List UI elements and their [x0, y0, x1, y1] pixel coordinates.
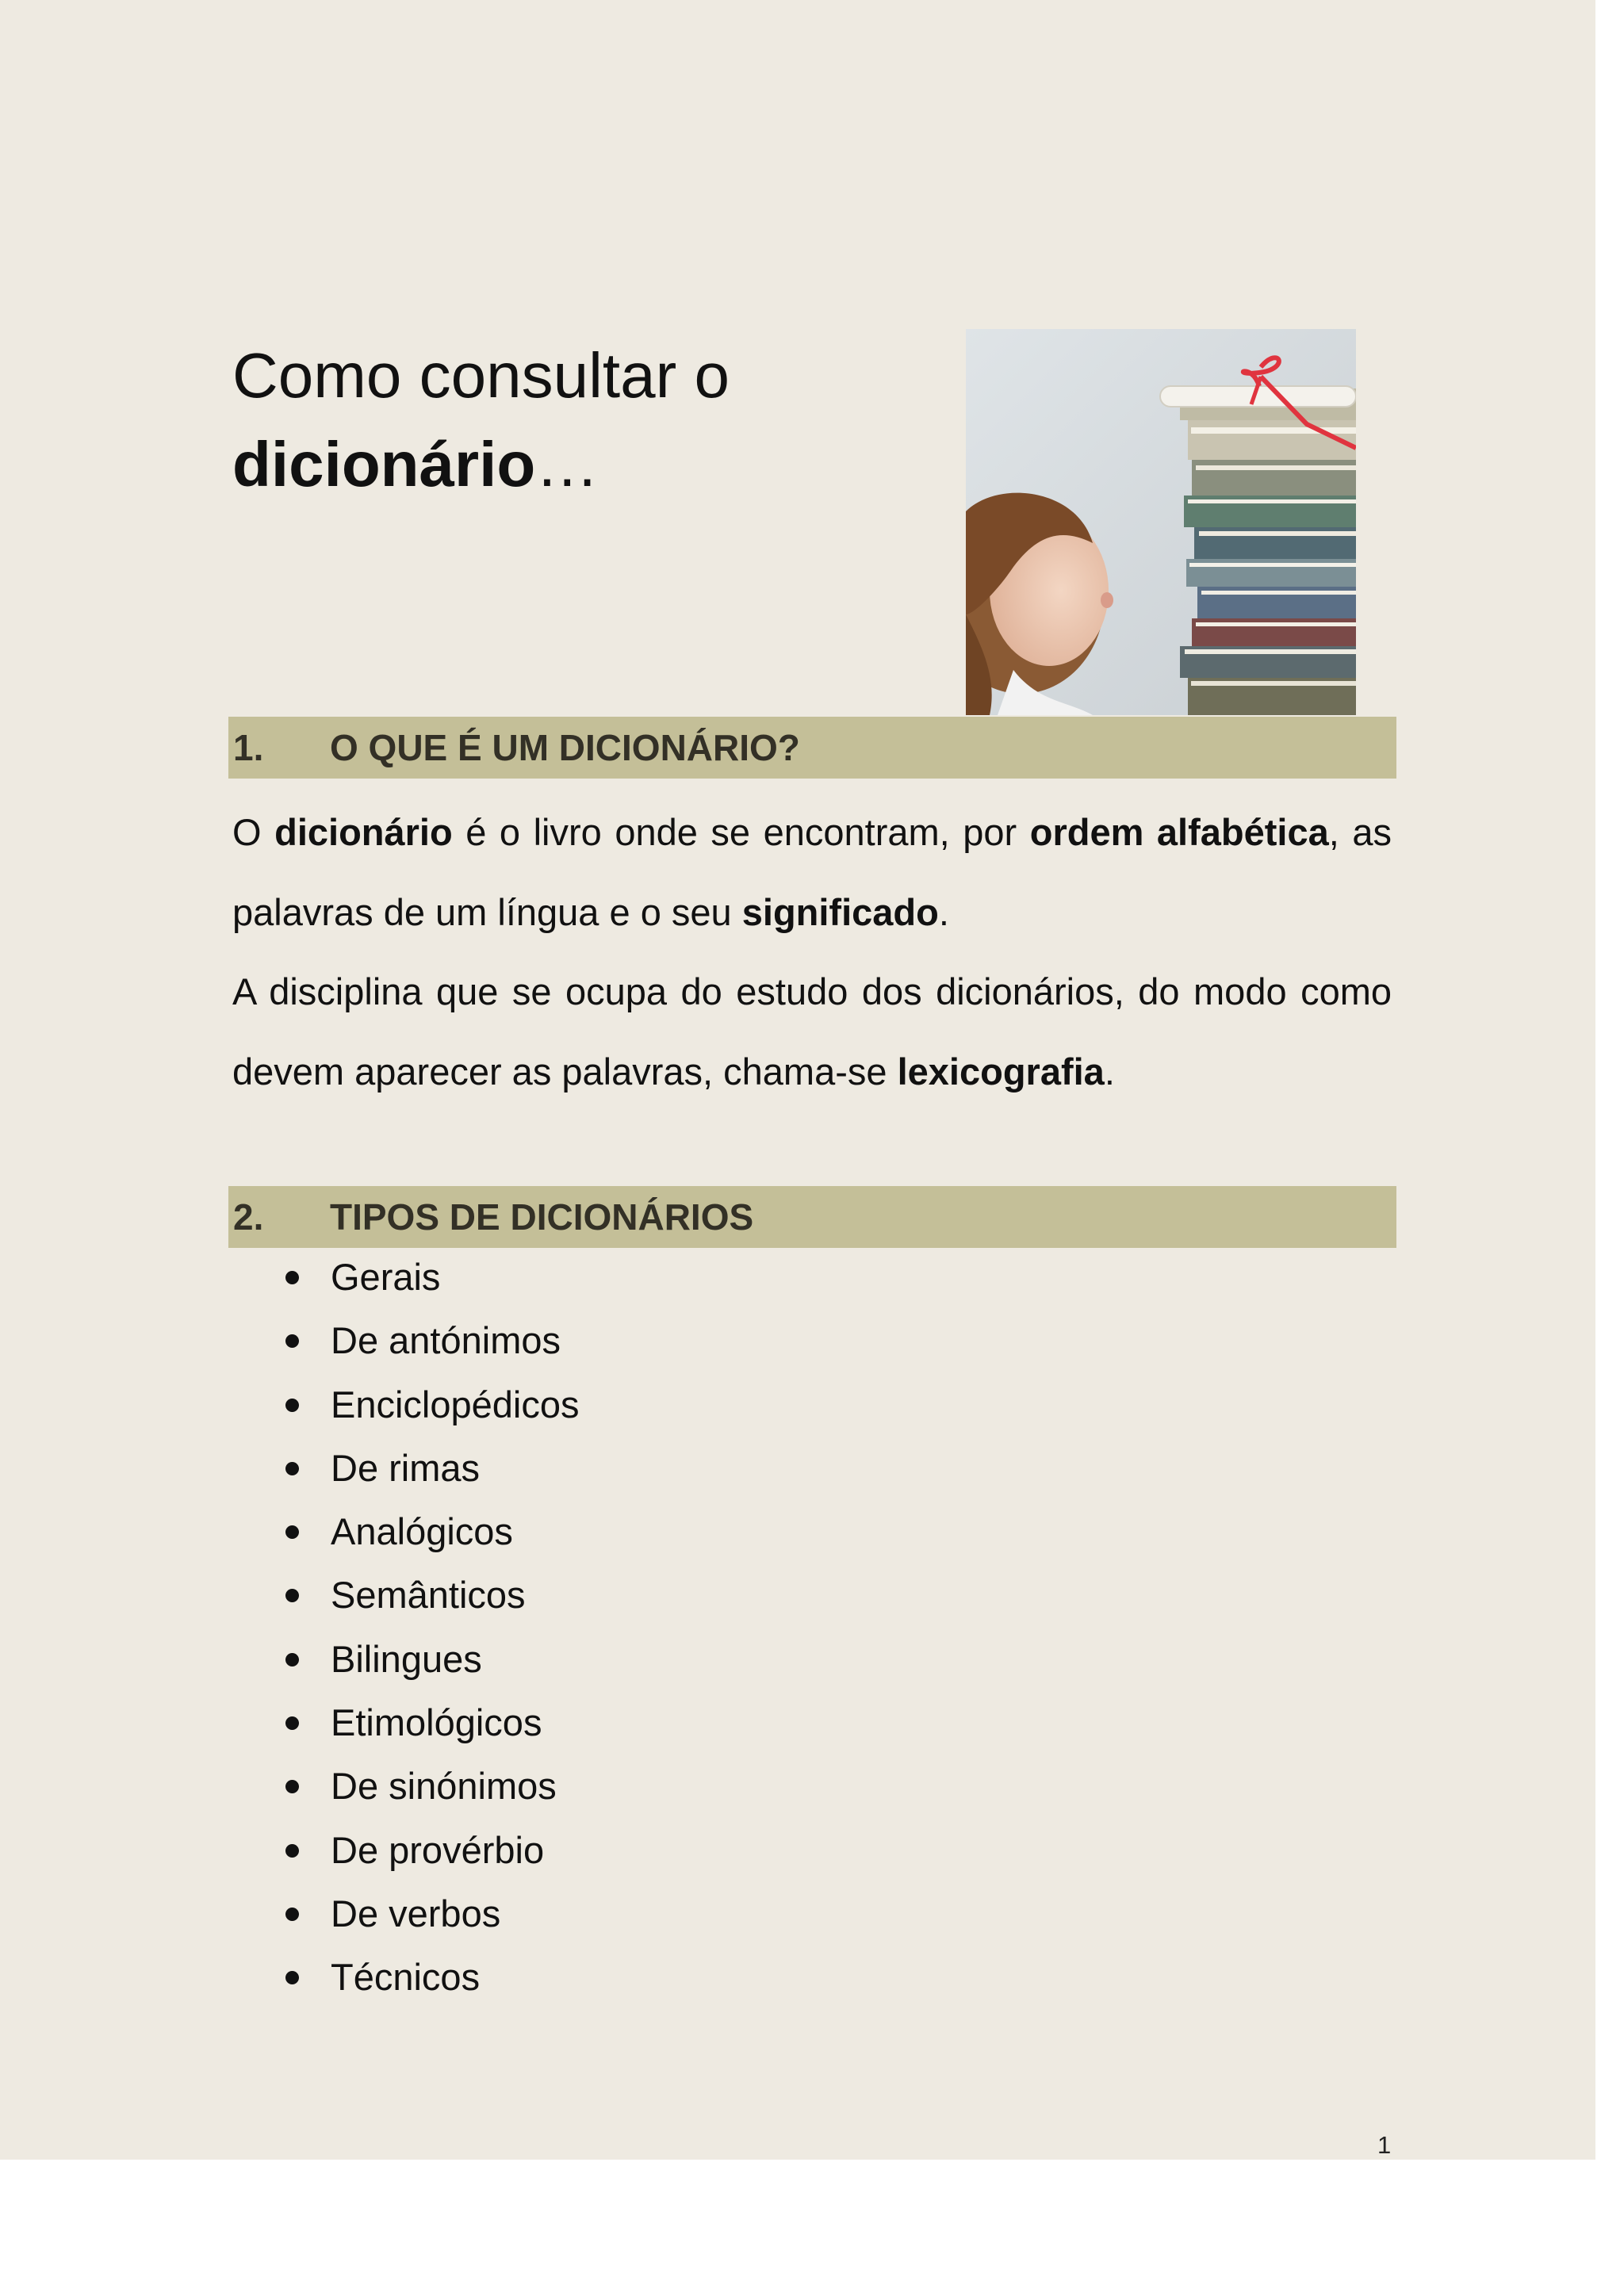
child-with-books-illustration	[966, 329, 1356, 715]
list-item-label: Enciclopédicos	[331, 1383, 580, 1425]
list-item-label: De verbos	[331, 1892, 501, 1934]
text-run: O	[232, 811, 275, 853]
list-item	[232, 1437, 1025, 1500]
text-run: .	[1104, 1050, 1115, 1093]
list-item	[232, 1563, 1025, 1627]
list-item-label: De antónimos	[331, 1319, 561, 1362]
text-run: A disciplina que se ocupa do estudo dos dicionários, do modo como devem aparecer as palavras, chama-se	[232, 970, 1392, 1093]
list-item-label: Técnicos	[331, 1956, 481, 1999]
section-2-heading: TIPOS DE DICIONÁRIOS	[330, 1196, 754, 1238]
page-number: 1	[1377, 2131, 1392, 2159]
list-item	[232, 1882, 1025, 1946]
bullet-icon	[285, 1589, 299, 1602]
list-item	[232, 1246, 1025, 1309]
list-item-label: Semânticos	[331, 1574, 526, 1617]
bold-term: dicionário	[274, 811, 453, 853]
list-item-label: Analógicos	[331, 1510, 513, 1553]
title-ellipsis: …	[535, 429, 599, 499]
bullet-icon	[285, 1716, 299, 1730]
child-with-books-photo	[966, 329, 1356, 715]
text-run: é o livro onde se encontram, por	[452, 811, 1030, 853]
title-keyword: dicionário	[232, 429, 536, 499]
bold-term: ordem alfabética	[1029, 811, 1329, 853]
bullet-icon	[285, 1334, 299, 1348]
bullet-icon	[285, 1780, 299, 1793]
text-run: , as palavras de um língua e o seu	[232, 811, 1392, 933]
list-item-label: De rimas	[331, 1446, 481, 1489]
list-item	[232, 1819, 1025, 1882]
bullet-icon	[285, 1399, 299, 1412]
section-2-header	[228, 1186, 1396, 1248]
list-item-label: Bilingues	[331, 1637, 482, 1680]
section-2-number: 2.	[233, 1196, 264, 1238]
list-item	[232, 1500, 1025, 1563]
definition-paragraph	[232, 792, 1392, 952]
bullet-icon	[285, 1844, 299, 1858]
bold-term: lexicografia	[897, 1050, 1105, 1093]
bullet-icon	[285, 1653, 299, 1667]
lexicography-paragraph	[232, 951, 1392, 1112]
list-item-label: De sinónimos	[331, 1765, 557, 1808]
bullet-icon	[285, 1462, 299, 1475]
list-item-label: Etimológicos	[331, 1701, 542, 1744]
list-item	[232, 1309, 1025, 1372]
section-1-number: 1.	[233, 727, 264, 768]
page-title	[232, 331, 730, 509]
list-item-label: Gerais	[331, 1256, 441, 1298]
bullet-icon	[285, 1271, 299, 1284]
text-run: .	[938, 891, 949, 933]
bullet-icon	[285, 1908, 299, 1921]
list-item-label: De provérbio	[331, 1828, 545, 1871]
section-1-heading: O QUE É UM DICIONÁRIO?	[330, 727, 800, 768]
list-item	[232, 1628, 1025, 1691]
title-line-1: Como consultar o	[232, 340, 730, 411]
dictionary-types-list	[232, 1246, 1025, 2010]
list-item	[232, 1373, 1025, 1437]
list-item	[232, 1755, 1025, 1818]
list-item	[232, 1691, 1025, 1755]
bullet-icon	[285, 1971, 299, 1984]
list-item	[232, 1946, 1025, 2009]
bullet-icon	[285, 1525, 299, 1539]
section-1-header	[228, 717, 1396, 779]
bold-term: significado	[741, 891, 939, 933]
